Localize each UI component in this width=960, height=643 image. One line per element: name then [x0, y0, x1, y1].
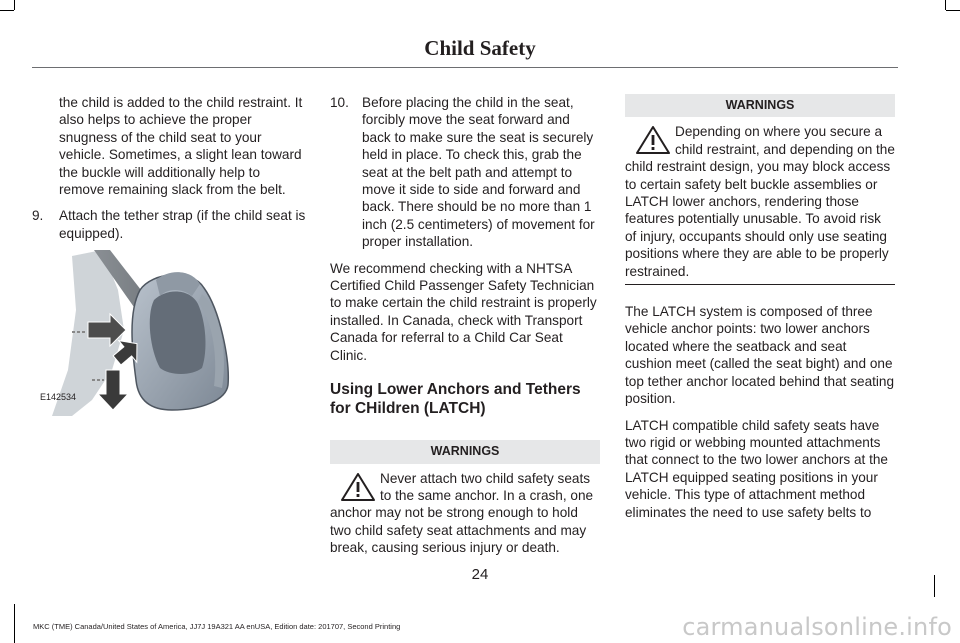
- recommend-paragraph: We recommend checking with a NHTSA Certified Child Passenger Safety Technician to make certain the child restraint is properly installed. In Canada, check with Transport Canada for referral to a Child Car Seat Clinic.: [330, 260, 597, 363]
- page-number: 24: [471, 566, 489, 583]
- page-title: Child Safety: [424, 36, 536, 60]
- step-text: Attach the tether strap (if the child seat is equipped).: [59, 208, 306, 241]
- header-rule: [32, 67, 898, 68]
- warning-triangle-icon: [340, 472, 376, 502]
- crop-mark: [945, 0, 946, 10]
- left-column: [32, 94, 306, 416]
- warning-block: [330, 470, 600, 557]
- step-number: 10.: [330, 95, 349, 110]
- step-10: [330, 94, 600, 251]
- warnings-header: WARNINGS: [625, 94, 895, 117]
- latch-system-paragraph: The LATCH system is composed of three vehicle anchor points: two lower anchors located where the seatback and seat cushion meet (called the seat bight) and one top tether anchor located behind that seating position.: [625, 304, 895, 407]
- latch-compatible-paragraph: LATCH compatible child safety seats have two rigid or webbing mounted attachments that connect to the two lower anchors at the LATCH equipped seating positions in your vehicle. This type of attachment method eliminates the need to use safety belts to: [625, 417, 888, 520]
- crop-mark: [14, 604, 15, 643]
- watermark: carmanualsonline.info: [682, 613, 952, 641]
- crop-mark: [14, 0, 15, 10]
- paragraph-continued: the child is added to the child restraint. It also helps to achieve the proper snugness of the child seat to your vehicle. Sometimes, a slight lean toward the buckle will additionally help to remove remaining slack from the belt.: [59, 95, 303, 198]
- right-column: [625, 94, 895, 530]
- warning-text: Depending on where you secure a child restraint, and depending on the child restraint design, you may block access to certain safety belt buckle assemblies or LATCH lower anchors, rendering those features potentially unusable. To avoid risk of injury, occupants should only use seating positions where they are able to be properly restrained.: [625, 124, 895, 279]
- section-heading: Using Lower Anchors and Tethers for CHildren (LATCH): [330, 381, 581, 418]
- warning-text: Never attach two child safety seats to the same anchor. In a crash, one anchor may not be strong enough to hold two child safety seat attachments and may break, causing serious injury or death.: [330, 470, 594, 556]
- warning-end-rule: [625, 284, 895, 285]
- crop-mark: [0, 10, 14, 11]
- figure-id: E142534: [40, 391, 77, 402]
- footer-edition-info: MKC (TME) Canada/United States of America, JJ7J 19A321 AA enUSA, Edition date: 201707, Second Printing: [33, 622, 401, 631]
- step-text: Before placing the child in the seat, forcibly move the seat forward and back to make sure the seat is securely held in place. To check this, grab the seat at the belt path and attempt to move it side to side and forward and back. There should be no more than 1 inch (2.5 centimeters) of movement for proper installation.: [362, 95, 595, 250]
- warnings-header: WARNINGS: [330, 440, 600, 463]
- warning-block: [625, 123, 895, 280]
- step-9: [32, 207, 306, 242]
- middle-column: [330, 94, 600, 557]
- child-seat-figure: [32, 250, 306, 416]
- crop-mark: [946, 10, 960, 11]
- step-number: 9.: [32, 208, 44, 224]
- warning-triangle-icon: [635, 125, 671, 155]
